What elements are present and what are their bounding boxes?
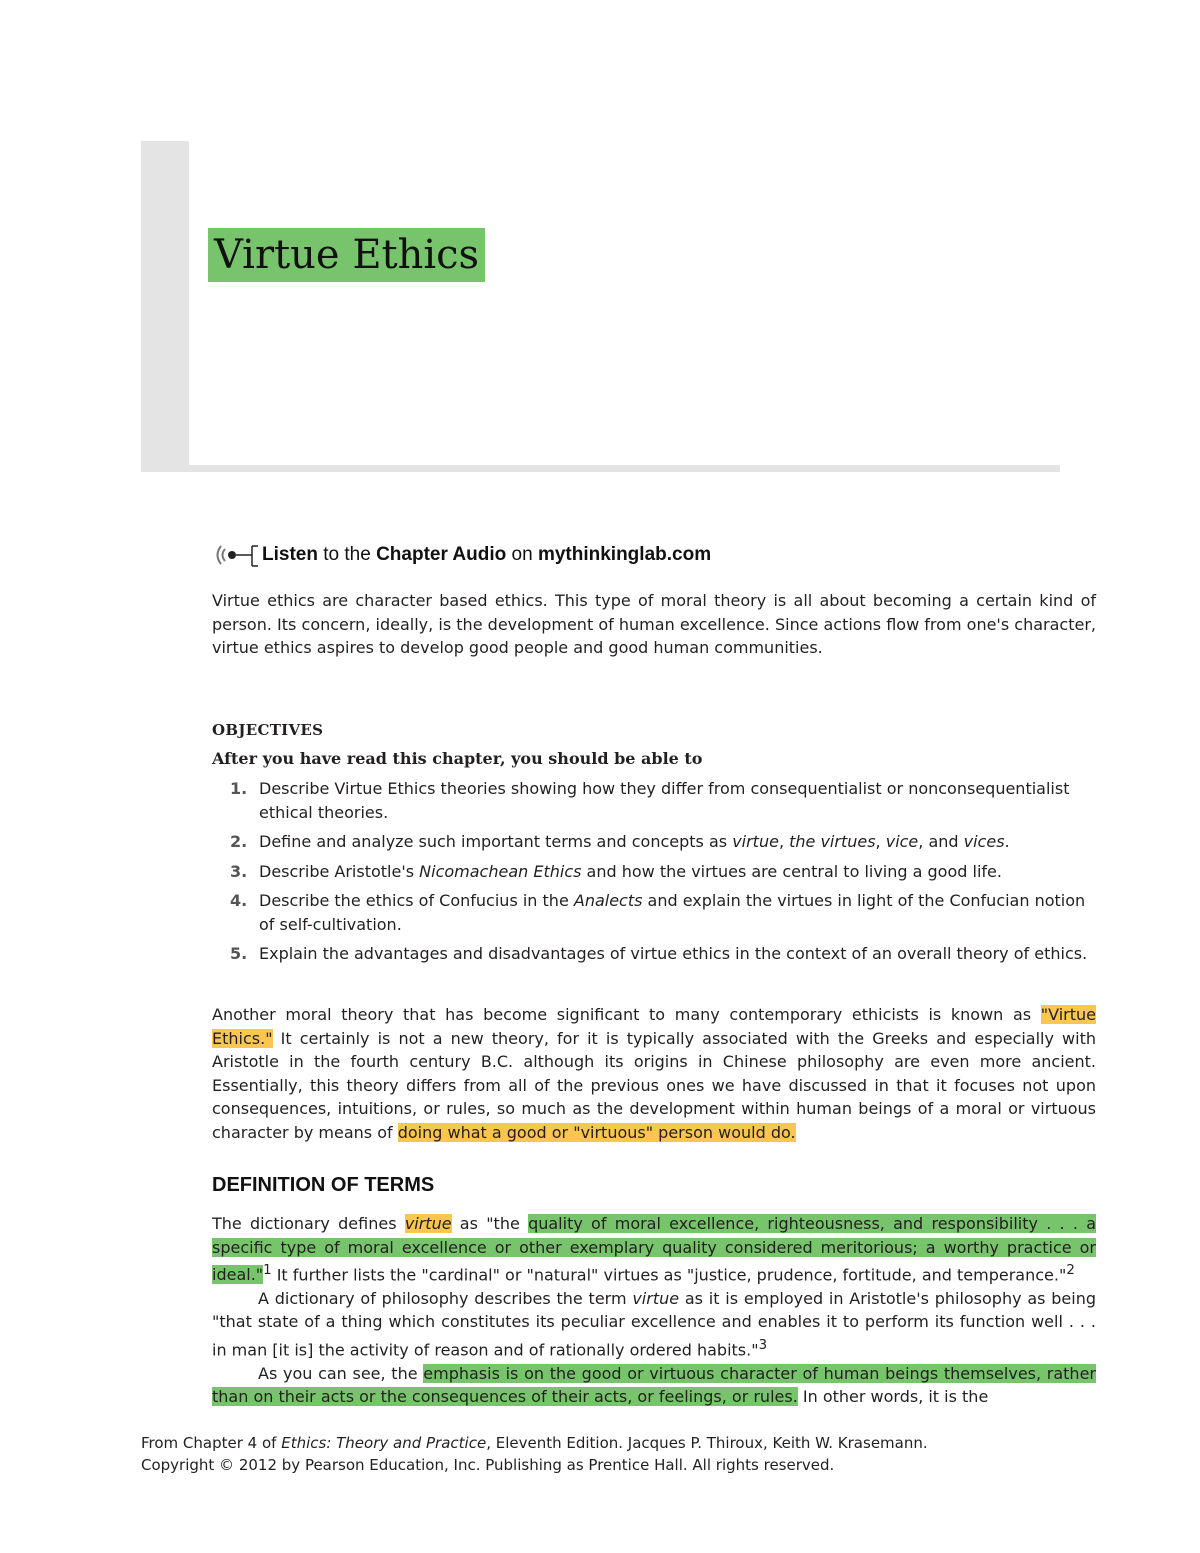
- text-fragment: In other words, it is the: [797, 1387, 989, 1407]
- term-virtue: virtue: [632, 1288, 680, 1308]
- text-fragment: , and: [918, 832, 964, 851]
- objective-number: 4.: [230, 891, 248, 910]
- objective-number: 3.: [230, 861, 248, 881]
- chapter-audio-link[interactable]: [212, 540, 711, 570]
- text-fragment: .: [1004, 832, 1010, 851]
- site-link[interactable]: mythinkinglab.com: [537, 544, 712, 566]
- text-fragment: As you can see, the: [258, 1363, 424, 1383]
- on-label: on: [511, 544, 533, 566]
- highlight-green: emphasis is on the good or virtuous character of human beings themselves, rather than on their acts or the consequences of their acts, or feelings, or rules.: [212, 1363, 1096, 1407]
- term-virtue: virtue: [404, 1214, 452, 1233]
- chapter-audio-label: Chapter Audio: [376, 544, 507, 566]
- objectives-subtitle: After you have read this chapter, you should be able to: [212, 749, 703, 768]
- text-fragment: From Chapter 4 of: [141, 1434, 282, 1452]
- definitions-paragraph: [212, 1212, 1096, 1409]
- text-fragment: The dictionary defines: [212, 1214, 405, 1233]
- footer-source-line: [141, 1432, 928, 1454]
- section-heading: DEFINITION OF TERMS: [212, 1174, 435, 1196]
- objective-item: [212, 889, 1096, 936]
- book-title: Ethics: Theory and Practice: [281, 1434, 487, 1452]
- text-fragment: A dictionary of philosophy describes the term: [258, 1288, 633, 1308]
- text-fragment: as it is employed in Aristotle's philosophy as being "that state of a thing which constitutes its peculiar excellence and enables it to perform its function well . . . in man [it is] the activity of reason and of rationally ordered habits.": [212, 1288, 1097, 1360]
- audio-icon: [212, 540, 260, 570]
- objective-item: [212, 942, 1096, 966]
- text-fragment: Another moral theory that has become significant to many contemporary ethicists is known as: [212, 1005, 1041, 1024]
- book-title: Analects: [573, 891, 643, 910]
- text-fragment: as "the: [451, 1214, 529, 1233]
- objective-text: Explain the advantages and disadvantages of virtue ethics in the context of an overall theory of ethics.: [259, 944, 1088, 963]
- text-fragment: ,: [875, 832, 886, 851]
- to-the-label: to the: [323, 544, 371, 566]
- chapter-bar-horizontal: [141, 465, 1060, 472]
- chapter-bar-vertical: [141, 141, 189, 472]
- objective-text: Define and analyze such important terms and concepts as: [259, 832, 733, 851]
- objective-text: Describe the ethics of Confucius in the: [259, 891, 574, 910]
- highlight-yellow: doing what a good or "virtuous" person would do.: [397, 1122, 796, 1142]
- objective-text: Describe Aristotle's: [259, 861, 420, 881]
- objective-number: 5.: [230, 944, 248, 963]
- term-vice: vice: [885, 832, 919, 851]
- body-paragraph: [212, 1003, 1096, 1144]
- footnote-ref[interactable]: 3: [758, 1337, 768, 1353]
- footnote-ref[interactable]: 1: [263, 1263, 272, 1278]
- highlight-yellow: "Virtue Ethics.": [212, 1005, 1096, 1048]
- objectives-title: OBJECTIVES: [212, 721, 324, 739]
- term-the-virtues: the virtues: [789, 832, 876, 851]
- listen-label: Listen: [262, 544, 318, 566]
- footnote-ref[interactable]: 2: [1066, 1263, 1075, 1278]
- footer-copyright: Copyright © 2012 by Pearson Education, Inc. Publishing as Prentice Hall. All rights reserved.: [141, 1456, 835, 1474]
- term-vices: vices: [963, 832, 1005, 851]
- chapter-title: Virtue Ethics: [208, 228, 485, 282]
- text-fragment: , Eleventh Edition. Jacques P. Thiroux, Keith W. Krasemann.: [486, 1434, 928, 1452]
- objective-item: [212, 830, 1096, 854]
- highlight-green: quality of moral excellence, righteousness, and responsibility . . . a specific type of moral excellence or other exemplary quality considered meritorious; a worthy practice or ideal.": [212, 1214, 1097, 1285]
- text-fragment: ,: [778, 832, 790, 851]
- term-virtue: virtue: [732, 832, 779, 851]
- objective-text: Describe Virtue Ethics theories showing how they differ from consequentialist or nonconsequentialist ethical theories.: [259, 779, 1070, 822]
- objective-item: [212, 777, 1096, 824]
- objective-number: 2.: [230, 832, 248, 851]
- page-footer: [141, 1432, 928, 1476]
- text-fragment: It certainly is not a new theory, for it is typically associated with the Greeks and especially with Aristotle in the fourth century B.C. although its origins in Chinese philosophy are even more ancient. Essentially, this theory differs from all of the previous ones we have discussed in that it focuses not upon consequences, intuitions, or rules, so much as the development within human beings of a moral or virtuous character by means of: [212, 1028, 1096, 1142]
- intro-paragraph: Virtue ethics are character based ethics. This type of moral theory is all about becoming a certain kind of person. Its concern, ideally, is the development of human excellence. Since actions flow from one's character, virtue ethics aspires to develop good people and good human communities.: [212, 591, 1096, 657]
- book-title: Nicomachean Ethics: [419, 861, 582, 881]
- objective-item: [212, 860, 1096, 884]
- objective-number: 1.: [230, 779, 248, 798]
- text-fragment: and how the virtues are central to living a good life.: [581, 861, 1002, 881]
- text-fragment: and explain the virtues in light of the Confucian notion of self-cultivation.: [259, 891, 1086, 934]
- objectives-list: [212, 777, 1096, 972]
- text-fragment: It further lists the "cardinal" or "natural" virtues as "justice, prudence, fortitude, and temperance.": [271, 1265, 1067, 1285]
